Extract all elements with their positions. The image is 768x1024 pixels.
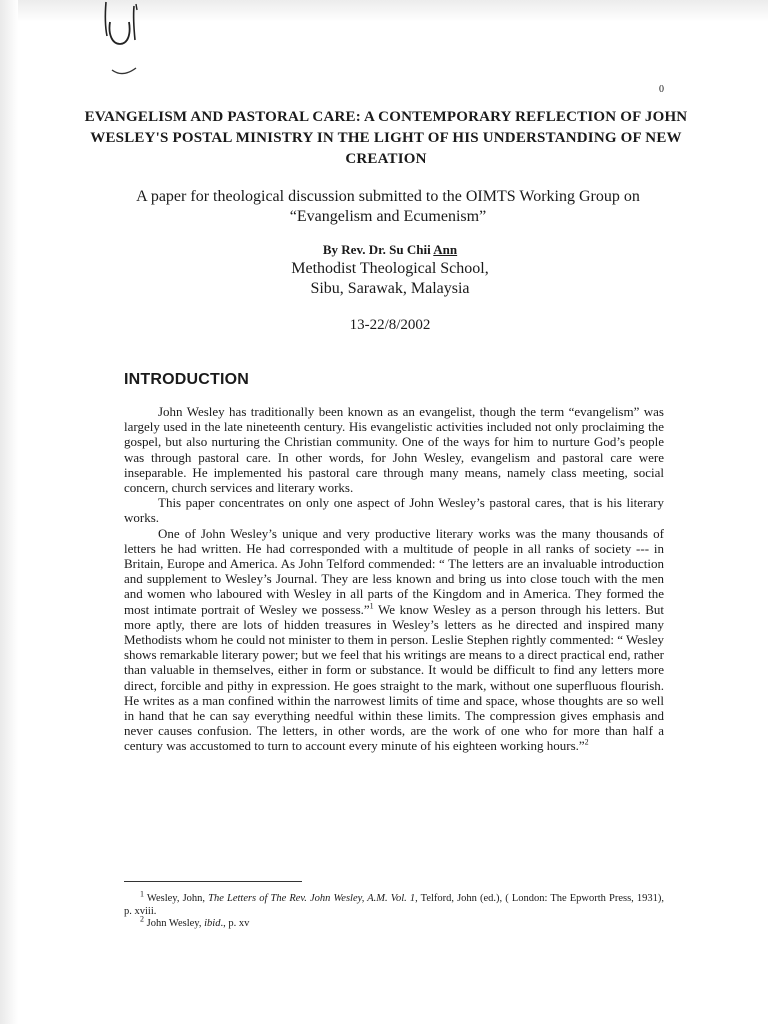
footnote-ref-1: 1 — [369, 601, 374, 611]
footnote-1-number: 1 — [140, 889, 144, 899]
body-text — [124, 404, 664, 754]
author-institution: Methodist Theological School, — [291, 260, 489, 277]
author-prefix: By Rev. Dr. Su Chii — [322, 242, 434, 257]
footnote-2-text-a: John Wesley, — [144, 918, 205, 929]
footnote-1-text-b: , Telford, John (ed.), ( London: The Epworth Press, 1931), p. xviii. — [124, 893, 665, 917]
footnote-2-number: 2 — [140, 914, 144, 924]
paragraph-3 — [124, 526, 664, 754]
footnote-1-text-a: Wesley, John, — [144, 893, 209, 904]
footnote-2-ibid: ibid — [204, 918, 221, 929]
footnote-divider — [124, 881, 302, 882]
paragraph-3-part-1: One of John Wesley’s unique and very productive literary works was the many thousands of letters he had written. He had corresponded with a multitude of people in all ranks of society --- in Britain, Europe and America. As John Telford commended: “ The letters are an invaluable introduction and supplement to Wesley’s Journal. They are less known and bring us into close touch with the men and women who laboured with Wesley in all parts of the Kingdom and in America. They formed the most intimate portrait of Wesley we possess.” — [124, 525, 664, 617]
footnote-1-book-title: The Letters of The Rev. John Wesley, A.M. Vol. 1 — [208, 893, 416, 904]
handwritten-mark-icon — [98, 0, 148, 80]
document-subtitle: A paper for theological discussion submitted to the OIMTS Working Group on “Evangelism and Ecumenism” — [136, 188, 640, 225]
page-number: 0 — [659, 84, 664, 95]
footnote-2-text-b: ., p. xv — [220, 918, 250, 929]
paragraph-3-part-2: We know Wesley as a person through his letters. But more aptly, there are lots of hidden treasures in Wesley’s letters as he directed and inspired many Methodists whom he could not minister to them in person. Leslie Stephen rightly commented: “ Wesley shows remarkable literary power; but we feel that his writings are means to a direct practical end, rather than valuable in themselves, either in form or substance. It would be difficult to find any letters more direct, forcible and pithy in expression. He goes straight to the mark, without one superfluous flourish. He writes as a man confined within the narrowest limits of time and space, whose thoughts are so well in hand that he can say everything needful within these limits. The compression gives emphasis and never causes confusion. The letters, in other words, are the work of one who for more than half a century was accustomed to turn to account every minute of his eighteen working hours.” — [124, 601, 665, 754]
document-title: EVANGELISM AND PASTORAL CARE: A CONTEMPORARY REFLECTION OF JOHN WESLEY'S POSTAL MINISTRY IN THE LIGHT OF HIS UNDERSTANDING OF NEW CREATION — [84, 109, 688, 167]
paragraph-1: John Wesley has traditionally been known as an evangelist, though the term “evangelism” was largely used in the late nineteenth century. His evangelistic activities included not only proclaiming the gospel, but also nurturing the Christian community. One of the ways for him to nurture God’s people was through pastoral care. In other words, for John Wesley, evangelism and pastoral care were inseparable. He implemented his pastoral care through many means, namely class meeting, social concern, church services and literary works. — [124, 404, 664, 496]
author-line — [200, 241, 580, 259]
author-location: Sibu, Sarawak, Malaysia — [310, 280, 470, 297]
paragraph-2: This paper concentrates on only one aspect of John Wesley’s pastoral cares, that is his literary works. — [124, 495, 664, 526]
footnotes — [124, 889, 665, 931]
author-name: Ann — [433, 242, 458, 257]
footnote-ref-2: 2 — [584, 738, 589, 748]
scan-shadow-left — [0, 0, 18, 1024]
document-date: 13-22/8/2002 — [349, 317, 431, 333]
section-heading: INTRODUCTION — [124, 371, 250, 388]
footnote-1 — [124, 889, 665, 918]
footnote-2 — [124, 914, 664, 931]
author-block — [200, 241, 580, 299]
